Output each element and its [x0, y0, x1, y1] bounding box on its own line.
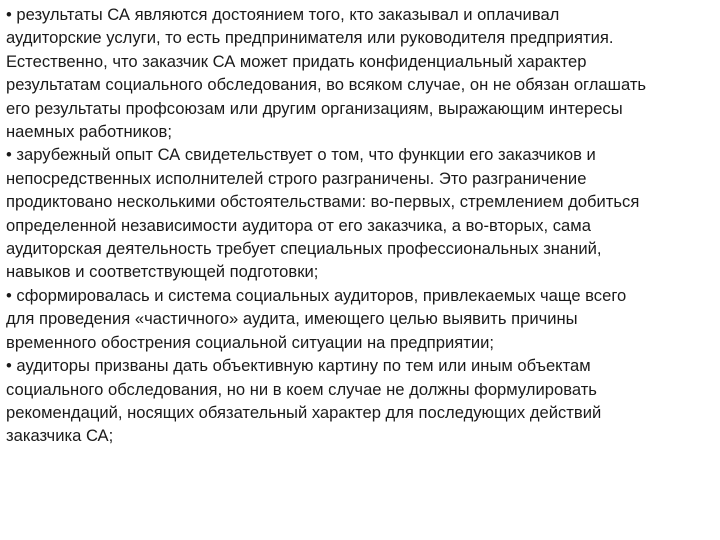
text-line: Естественно, что заказчик СА может придать конфиденциальный характер	[6, 51, 587, 71]
text-line: продиктовано несколькими обстоятельствами: во-первых, стремлением добиться	[6, 192, 640, 212]
text-line: • результаты СА являются достоянием того, кто заказывал и оплачивал	[6, 5, 560, 24]
text-line: его результаты профсоюзам или другим организациям, выражающим интересы	[6, 98, 623, 118]
text-line: навыков и соответствующей подготовки;	[6, 262, 319, 282]
text-line: • зарубежный опыт СА свидетельствует о том, что функции его заказчиков и	[6, 145, 596, 165]
text-line: • аудиторы призваны дать объективную картину по тем или иным объектам	[6, 356, 591, 376]
text-line: временного обострения социальной ситуации на предприятии;	[6, 332, 494, 352]
text-line: результатам социального обследования, во всяком случае, он не обязан оглашать	[6, 75, 647, 95]
text-line: непосредственных исполнителей строго разграничены. Это разграничение	[6, 168, 587, 188]
text-line: наемных работников;	[6, 122, 172, 142]
text-line: рекомендаций, носящих обязательный характер для последующих действий	[6, 402, 602, 422]
text-line: социального обследования, но ни в коем случае не должны формулировать	[6, 379, 597, 399]
text-line: для проведения «частичного» аудита, имеющего целью выявить причины	[6, 309, 578, 329]
text-line: заказчика СА;	[6, 426, 114, 446]
text-line: аудиторские услуги, то есть предпринимателя или руководителя предприятия.	[6, 28, 614, 48]
text-line: • сформировалась и система социальных аудиторов, привлекаемых чаще всего	[6, 285, 627, 305]
body-text	[6, 3, 714, 448]
text-line: определенной независимости аудитора от его заказчика, а во-вторых, сама	[6, 215, 591, 235]
text-line: аудиторская деятельность требует специальных профессиональных знаний,	[6, 239, 602, 259]
